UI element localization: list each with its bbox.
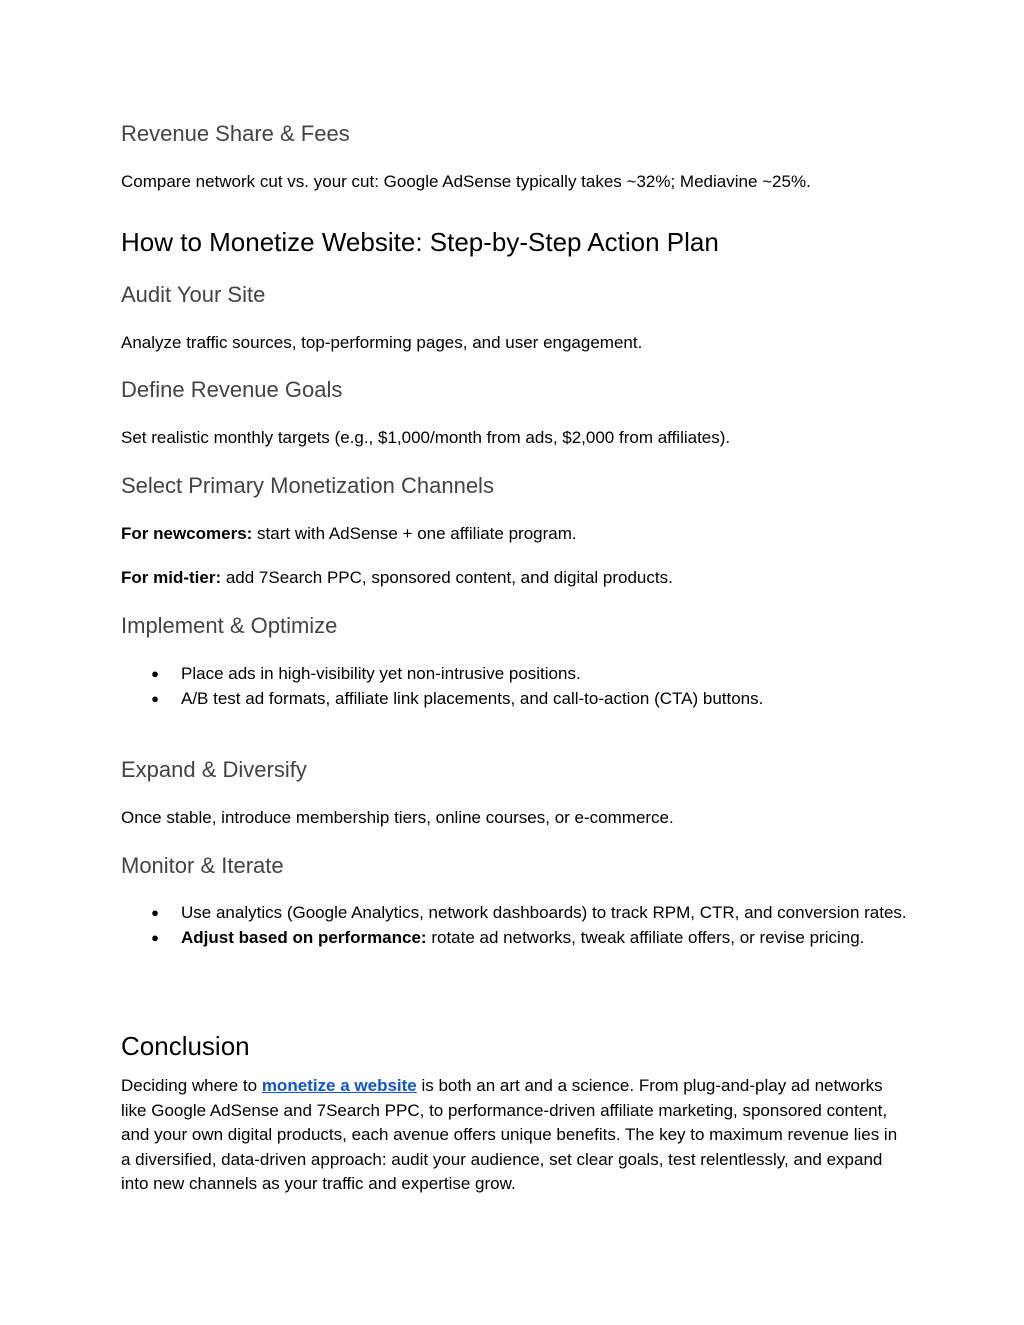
heading-monitor: Monitor & Iterate: [121, 853, 284, 878]
heading-channels: Select Primary Monetization Channels: [121, 473, 494, 498]
paragraph-midtier: [121, 566, 911, 591]
newcomers-lead: For newcomers:: [121, 524, 253, 543]
heading-audit: Audit Your Site: [121, 282, 266, 307]
heading-goals: Define Revenue Goals: [121, 377, 343, 402]
bullet-icon: ●: [151, 929, 159, 945]
paragraph-expand: Once stable, introduce membership tiers, online courses, or e-commerce.: [121, 808, 674, 827]
midtier-lead: For mid-tier:: [121, 568, 222, 587]
midtier-text: add 7Search PPC, sponsored content, and digital products.: [221, 568, 673, 587]
list-item: ● A/B test ad formats, affiliate link placements, and call-to-action (CTA) buttons.: [121, 687, 911, 712]
list-item: ● Use analytics (Google Analytics, network dashboards) to track RPM, CTR, and conversion rates.: [121, 901, 911, 926]
paragraph-revenue-share: Compare network cut vs. your cut: Google AdSense typically takes ~32%; Mediavine ~25%.: [121, 172, 811, 191]
heading-revenue-share: Revenue Share & Fees: [121, 121, 350, 146]
bullet-icon: ●: [151, 905, 159, 920]
heading-action-plan: How to Monetize Website: Step-by-Step Action Plan: [121, 227, 719, 257]
paragraph-audit: Analyze traffic sources, top-performing pages, and user engagement.: [121, 333, 643, 352]
bullet-icon: ●: [151, 690, 159, 706]
monetize-website-link[interactable]: monetize a website: [261, 1076, 417, 1095]
newcomers-text: start with AdSense + one affiliate program.: [252, 524, 577, 543]
paragraph-goals: Set realistic monthly targets (e.g., $1,000/month from ads, $2,000 from affiliates).: [121, 428, 731, 447]
heading-expand: Expand & Diversify: [121, 757, 307, 782]
bullet-icon: ●: [151, 666, 159, 681]
paragraph-conclusion: Deciding where to monetize a website is both an art and a science. From plug-and-play ad networks like Google AdSense and 7Search PPC, to performance-driven affiliate marketing, sponsored content, and your own digital products, each avenue offers unique benefits. The key to maximum revenue lies in a diversified, data-driven approach: audit your audience, set clear goals, test relentlessly, and expand into new channels as your traffic and expertise grow.: [121, 1076, 898, 1193]
implement-bullet-list: [121, 662, 911, 711]
monitor-bullet-list: [121, 901, 911, 950]
monitor-bullet-lead: Adjust based on performance:: [181, 927, 427, 947]
heading-conclusion: Conclusion: [121, 1031, 250, 1061]
paragraph-newcomers: [121, 522, 911, 547]
list-item: ● Place ads in high-visibility yet non-intrusive positions.: [121, 662, 911, 687]
list-item: ● Adjust based on performance: rotate ad networks, tweak affiliate offers, or revise pricing.: [121, 926, 911, 951]
heading-implement: Implement & Optimize: [121, 613, 338, 638]
